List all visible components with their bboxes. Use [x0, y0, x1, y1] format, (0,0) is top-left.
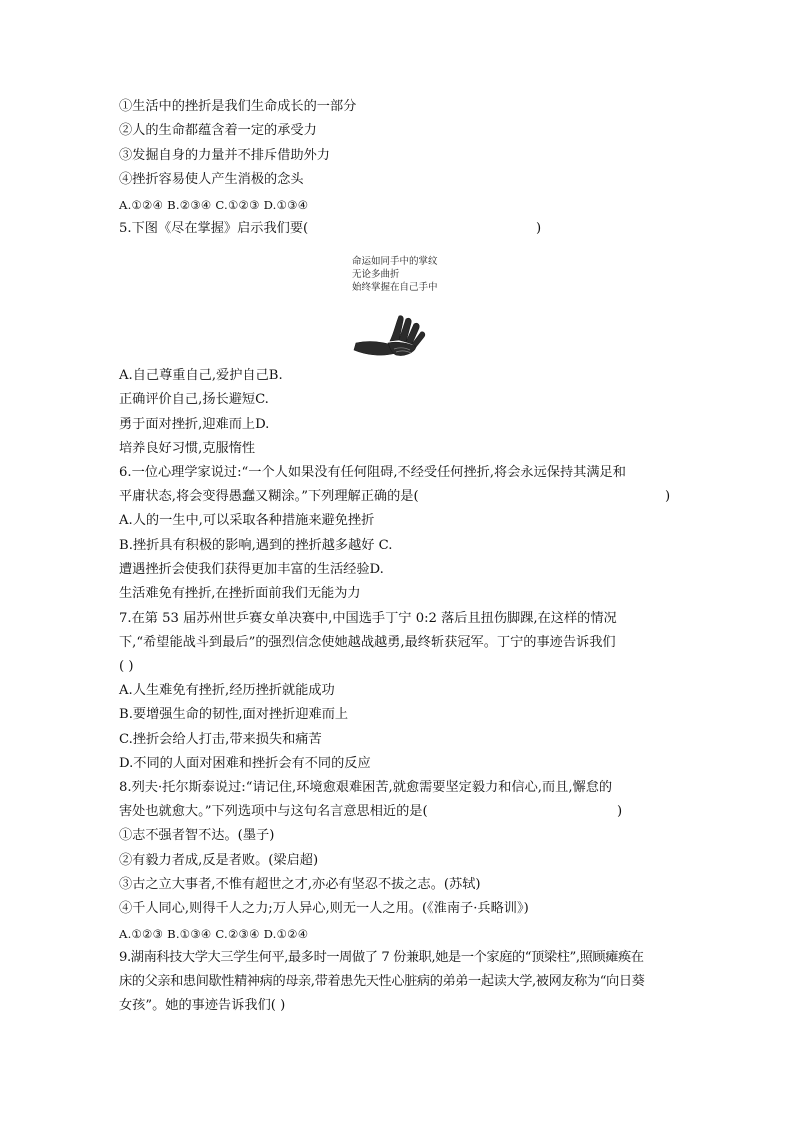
q5-option-c: 勇于面对挫折,迎难而上D. — [119, 417, 270, 432]
q9-stem-line-3: 女孩”。她的事迹告诉我们( ) — [119, 998, 286, 1013]
q4-statement-2: ②人的生命都蕴含着一定的承受力 — [119, 123, 317, 138]
q7-stem-line-3: ( ) — [119, 659, 134, 674]
q5-option-b: 正确评价自己,扬长避短C. — [119, 392, 269, 407]
q4-statement-3: ③发掘自身的力量并不排斥借助外力 — [119, 148, 330, 163]
q5-stem-text: 5.下图《尽在掌握》启示我们要( — [119, 221, 309, 236]
q8-stem-close: ) — [617, 804, 623, 819]
q5-stem — [119, 220, 679, 238]
q5-poem-line-1: 命运如同手中的掌纹 — [352, 256, 438, 267]
q9-stem-line-2: 床的父亲和患间歇性精神病的母亲,带着患先天性心脏病的弟弟一起读大学,被网友称为“向日葵 — [119, 974, 645, 989]
q5-option-d: 培养良好习惯,克服惰性 — [119, 441, 256, 456]
q6-stem-line-1: 6.一位心理学家说过:“一个人如果没有任何阻碍,不经受任何挫折,将会永远保持其满足和 — [119, 465, 626, 480]
q8-statement-4: ④千人同心,则得千人之力;万人异心,则无一人之用。(《淮南子·兵略训》) — [119, 901, 529, 916]
q6-stem-text: 平庸状态,将会变得愚蠢又糊涂。”下列理解正确的是( — [119, 489, 419, 504]
q8-options: A.①②③ B.①③④ C.②③④ D.①②④ — [119, 927, 309, 941]
q4-statement-4: ④挫折容易使人产生消极的念头 — [119, 172, 304, 187]
q8-statement-1: ①志不强者智不达。(墨子) — [119, 828, 275, 843]
q8-stem-line-2 — [119, 803, 679, 821]
q7-stem-line-2: 下,“希望能战斗到最后”的强烈信念使她越战越勇,最终斩获冠军。丁宁的事迹告诉我们 — [119, 635, 616, 650]
hand-palm-icon — [352, 313, 440, 359]
q7-option-d: D.不同的人面对困难和挫折会有不同的反应 — [119, 756, 371, 771]
q8-stem-line-1: 8.列夫·托尔斯泰说过:“请记住,环境愈艰难困苦,就愈需要坚定毅力和信心,而且,懈怠的 — [119, 780, 613, 795]
q7-stem-line-1: 7.在第 53 届苏州世乒赛女单决赛中,中国选手丁宁 0:2 落后且扭伤脚踝,在这样的情况 — [119, 611, 617, 626]
q6-option-c: 遭遇挫折会使我们获得更加丰富的生活经验D. — [119, 562, 384, 577]
q7-option-b: B.要增强生命的韧性,面对挫折迎难而上 — [119, 707, 349, 722]
q6-option-b: B.挫折具有积极的影响,遇到的挫折越多越好 C. — [119, 538, 393, 553]
q4-options: A.①②④ B.②③④ C.①②③ D.①③④ — [119, 198, 309, 212]
q8-statement-3: ③古之立大事者,不惟有超世之才,亦必有坚忍不拔之志。(苏轼) — [119, 877, 481, 892]
q6-option-d: 生活难免有挫折,在挫折面前我们无能为力 — [119, 586, 361, 601]
q8-stem-text: 害处也就愈大。”下列选项中与这句名言意思相近的是( — [119, 804, 428, 819]
q5-stem-close: ) — [536, 221, 542, 236]
q8-statement-2: ②有毅力者成,反是者败。(梁启超) — [119, 853, 319, 868]
q5-poem-line-3: 始终掌握在自己手中 — [352, 282, 438, 293]
q7-option-c: C.挫折会给人打击,带来损失和痛苦 — [119, 732, 322, 747]
q5-poem-line-2: 无论多曲折 — [352, 269, 400, 280]
q4-statement-1: ①生活中的挫折是我们生命成长的一部分 — [119, 99, 357, 114]
q9-stem-line-1: 9.湖南科技大学大三学生何平,最多时一周做了 7 份兼职,她是一个家庭的“顶梁柱”,照顾瘫痪在 — [119, 950, 644, 965]
q5-option-a: A.自己尊重自己,爱护自己B. — [119, 368, 283, 383]
q7-option-a: A.人生难免有挫折,经历挫折就能成功 — [119, 683, 335, 698]
q6-option-a: A.人的一生中,可以采取各种措施来避免挫折 — [119, 513, 375, 528]
q6-stem-line-2 — [119, 488, 679, 506]
q6-stem-close: ) — [665, 489, 671, 504]
